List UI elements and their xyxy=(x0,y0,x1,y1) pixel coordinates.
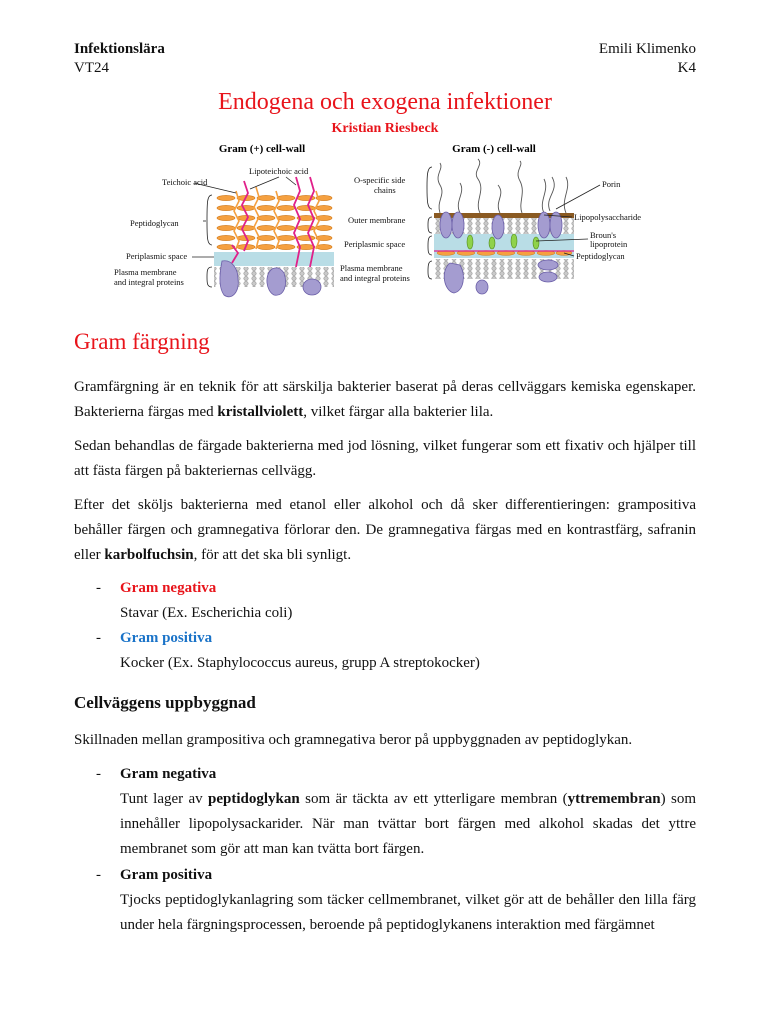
label-gn-peptidoglycan: Peptidoglycan xyxy=(576,251,625,261)
text-span: Efter det sköljs bakterierna med etanol eller alkohol och då sker differentieringen: grampositiva behåller färgen och gramnegativa förlorar den. De gramnegativa färgas med en kontrastfärg, safranin eller xyxy=(74,497,696,563)
gram-negative-title: Gram (-) cell-wall xyxy=(452,143,536,155)
label-gp-periplasmic: Periplasmic space xyxy=(126,251,188,261)
label-gp-plasma-2: and integral proteins xyxy=(114,277,184,287)
list-dash: - xyxy=(96,580,101,596)
label-lipoteichoic-acid: Lipoteichoic acid xyxy=(249,166,309,176)
gn-o-specific-chains xyxy=(438,159,568,213)
bold-term-yttremembran: yttremembran xyxy=(567,791,661,807)
cell-wall-list xyxy=(74,762,696,938)
label-gn-periplasmic: Periplasmic space xyxy=(344,239,406,249)
list-item xyxy=(74,626,696,651)
text-span: , för att det ska bli synligt. xyxy=(193,547,352,563)
label-gram-positiva: Gram positiva xyxy=(120,867,213,883)
paragraph-cell-wall-intro: Skillnaden mellan grampositiva och gramnegativa beror på uppbyggnaden av peptidoglykan. xyxy=(74,732,633,748)
bold-term-karbolfuchsin: karbolfuchsin xyxy=(104,547,194,563)
label-porin: Porin xyxy=(602,179,621,189)
gram-positive-description: Tjocks peptidoglykanlagring som täcker cellmembranet, vilket gör att de behåller den lilla färg under hela färgningsprocessen, beroende på peptidoglykanens interaktion med färgämnet xyxy=(120,892,696,933)
label-o-specific-2: chains xyxy=(374,185,396,195)
semester: K4 xyxy=(677,60,696,76)
text-span: ) som innehåller lipopolysackarider. När man tvättar bort färgen med alkohol skadas det yttre membranet som gör att man kan tvätta bort färgen. xyxy=(120,791,696,857)
list-dash: - xyxy=(96,630,101,646)
label-gp-peptidoglycan: Peptidoglycan xyxy=(130,218,179,228)
label-gram-negativa: Gram negativa xyxy=(120,766,217,782)
gp-peptidoglycan-layers xyxy=(217,195,332,249)
text-span: Gramfärgning är en teknik för att särskilja bakterier baserat på deras cellväggars kemiska egenskaper. Bakterierna färgas med xyxy=(74,379,696,420)
paragraph-gram-intro xyxy=(74,375,696,425)
section-heading-gram-staining: Gram färgning xyxy=(74,329,210,354)
header-row-2 xyxy=(74,59,696,78)
cell-wall-diagram xyxy=(74,141,696,313)
section-heading-cell-wall: Cellväggens uppbyggnad xyxy=(74,693,256,712)
text-span: som är täckta av ett ytterligare membran ( xyxy=(299,791,568,807)
list-item-description: Stavar (Ex. Escherichia coli) xyxy=(120,605,293,621)
label-gram-negative: Gram negativa xyxy=(120,580,217,596)
term: VT24 xyxy=(74,60,109,76)
text-span: , vilket färgar alla bakterier lila. xyxy=(303,404,494,420)
paragraph-iodine: Sedan behandlas de färgade bakterierna med jod lösning, vilket fungerar som ett fixativ och hjälper till att fästa färgen på bakteriernas cellvägg. xyxy=(74,438,696,479)
list-item xyxy=(74,576,696,601)
label-brouns-1: Broun's xyxy=(590,230,617,240)
lecturer-name: Kristian Riesbeck xyxy=(331,121,439,136)
cell-wall-figure xyxy=(74,141,696,313)
course-name: Infektionslära xyxy=(74,41,165,57)
label-teichoic-acid: Teichoic acid xyxy=(162,177,208,187)
list-item xyxy=(74,762,696,787)
gram-type-list xyxy=(74,576,696,676)
label-o-specific-1: O-specific side xyxy=(354,175,406,185)
list-dash: - xyxy=(96,766,101,782)
gn-porins xyxy=(440,212,562,239)
document-title: Endogena och exogena infektioner xyxy=(218,89,552,115)
gram-negative-description xyxy=(74,787,696,862)
paragraph-ethanol xyxy=(74,493,696,568)
list-dash: - xyxy=(96,867,101,883)
list-item xyxy=(74,863,696,888)
label-gram-positive: Gram positiva xyxy=(120,630,213,646)
label-lipopolysaccharide: Lipopolysaccharide xyxy=(574,212,642,222)
text-span: Tunt lager av xyxy=(120,791,209,807)
bold-term-peptidoglykan: peptidoglykan xyxy=(208,791,300,807)
document-page xyxy=(74,40,696,938)
bold-term-kristallviolett: kristallviolett xyxy=(217,404,304,420)
list-item-description: Kocker (Ex. Staphylococcus aureus, grupp A streptokocker) xyxy=(120,655,480,671)
label-gp-plasma-1: Plasma membrane xyxy=(114,267,177,277)
label-gn-plasma-2: and integral proteins xyxy=(340,273,410,283)
gram-positive-title: Gram (+) cell-wall xyxy=(218,143,306,155)
header-row-1 xyxy=(74,40,696,59)
label-brouns-2: lipoprotein xyxy=(590,239,628,249)
label-outer-membrane: Outer membrane xyxy=(348,215,406,225)
author-name: Emili Klimenko xyxy=(598,41,696,57)
label-gn-plasma-1: Plasma membrane xyxy=(340,263,403,273)
